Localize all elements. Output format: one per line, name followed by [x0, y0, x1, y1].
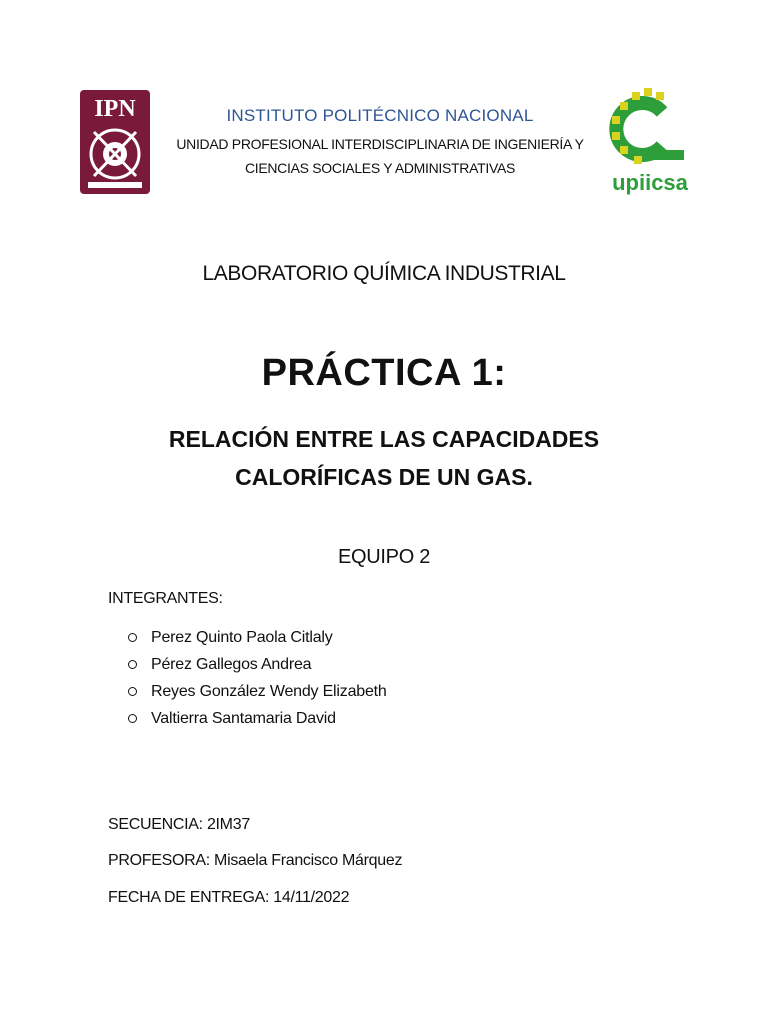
subtitle-line2: CALORÍFICAS DE UN GAS. — [235, 464, 533, 490]
list-item — [128, 705, 387, 732]
delivery-date-info: FECHA DE ENTREGA: 14/11/2022 — [108, 889, 350, 906]
members-heading: INTEGRANTES: — [108, 590, 223, 607]
list-item — [128, 651, 387, 678]
members-list — [128, 624, 387, 732]
circle-bullet-icon — [128, 633, 137, 642]
circle-bullet-icon — [128, 660, 137, 669]
professor-info: PROFESORA: Misaela Francisco Márquez — [108, 852, 403, 869]
ipn-logo — [74, 86, 156, 198]
circle-bullet-icon — [128, 714, 137, 723]
team-label: EQUIPO 2 — [337, 546, 431, 568]
member-name: Pérez Gallegos Andrea — [151, 655, 312, 673]
member-name: Reyes González Wendy Elizabeth — [151, 682, 387, 700]
practice-subtitle — [0, 420, 768, 496]
practice-title: PRÁCTICA 1: — [261, 352, 507, 394]
ipn-logo-text: IPN — [94, 96, 136, 122]
subtitle-line1: RELACIÓN ENTRE LAS CAPACIDADES — [168, 426, 600, 452]
upiicsa-logo — [604, 84, 696, 200]
institution-name: INSTITUTO POLITÉCNICO NACIONAL — [226, 106, 534, 125]
sequence-info: SECUENCIA: 2IM37 — [108, 816, 250, 833]
list-item — [128, 678, 387, 705]
unit-name-line2: CIENCIAS SOCIALES Y ADMINISTRATIVAS — [244, 160, 516, 176]
member-name: Valtierra Santamaria David — [151, 709, 336, 727]
upiicsa-logo-text: upiicsa — [612, 170, 688, 195]
circle-bullet-icon — [128, 687, 137, 696]
header — [160, 106, 600, 180]
list-item — [128, 624, 387, 651]
unit-name-line1: UNIDAD PROFESIONAL INTERDISCIPLINARIA DE INGENIERÍA Y — [176, 136, 584, 152]
lab-title: LABORATORIO QUÍMICA INDUSTRIAL — [202, 262, 566, 285]
member-name: Perez Quinto Paola Citlaly — [151, 628, 333, 646]
